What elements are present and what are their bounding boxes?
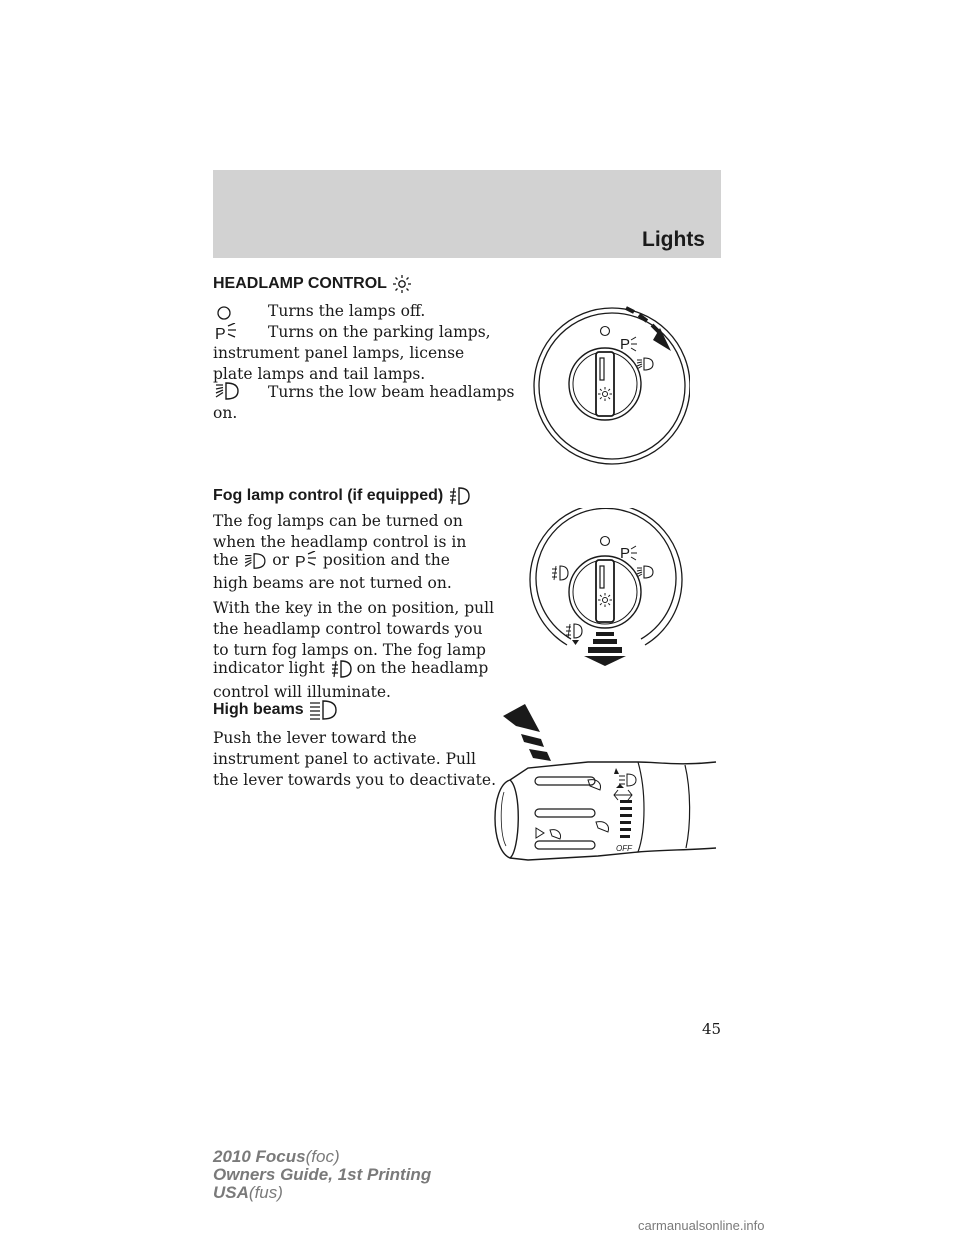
high-beams-heading [213, 700, 338, 720]
headlamp-sun-icon [391, 274, 413, 294]
footer-model-code: (foc) [305, 1147, 340, 1166]
fog-text-line8-a: indicator light [213, 659, 325, 677]
fog-text-line2: when the headlamp control is in [213, 533, 467, 551]
fog-lamp-icon [448, 486, 470, 506]
watermark-text: carmanualsonline.info [638, 1218, 765, 1233]
low-beam-description-line1: Turns the low beam headlamps [268, 383, 515, 401]
multifunction-lever-figure [488, 700, 720, 870]
headlamp-control-heading-text: HEADLAMP CONTROL [213, 275, 387, 293]
fog-text-line3-b: or [272, 551, 290, 569]
low-beam-icon [214, 381, 240, 401]
off-description: Turns the lamps off. [268, 302, 426, 320]
fog-text-line8 [213, 658, 488, 679]
footer-line2 [213, 1166, 431, 1184]
fog-lamp-heading [213, 486, 470, 506]
headlamp-control-heading [213, 274, 413, 294]
parking-lamp-inline-letter: P [294, 554, 306, 571]
fog-text-line9: control will illuminate. [213, 683, 391, 701]
headlamp-switch-figure [530, 300, 690, 470]
off-circle-icon [216, 305, 232, 321]
low-beam-description-line2: on. [213, 404, 238, 422]
section-header-band [213, 170, 721, 258]
low-beam-inline-icon [243, 552, 267, 570]
high-beams-text-line3: the lever towards you to deactivate. [213, 771, 497, 789]
parking-description-line3: plate lamps and tail lamps. [213, 365, 426, 383]
high-beam-icon [308, 700, 338, 720]
figure3-off-label: OFF [616, 844, 632, 853]
fog-text-line6: the headlamp control towards you [213, 620, 483, 638]
high-beams-heading-text: High beams [213, 701, 304, 719]
section-title: Lights [642, 228, 705, 251]
footer-guide: Owners Guide, 1st Printing [213, 1165, 432, 1184]
footer-model: 2010 Focus [213, 1147, 306, 1166]
fog-indicator-inline-icon [330, 659, 352, 679]
fog-text-line3 [213, 550, 450, 571]
high-beams-text-line1: Push the lever toward the [213, 729, 417, 747]
parking-lamp-icon-letter: P [215, 326, 226, 343]
footer [213, 1148, 431, 1202]
fog-lamp-heading-text: Fog lamp control (if equipped) [213, 487, 444, 505]
parking-description-line2: instrument panel lamps, license [213, 344, 465, 362]
footer-line1 [213, 1148, 431, 1166]
footer-region: USA [213, 1183, 249, 1202]
footer-line3 [213, 1184, 431, 1202]
parking-lamp-inline-icon [294, 551, 318, 571]
page-number: 45 [702, 1020, 722, 1038]
fog-text-line5: With the key in the on position, pull [213, 599, 495, 617]
parking-description-line1: Turns on the parking lamps, [268, 323, 491, 341]
figure1-parking-label: P [620, 336, 631, 353]
figure2-parking-label: P [620, 545, 631, 562]
fog-text-line8-b: on the headlamp [356, 659, 489, 677]
parking-lamp-icon [214, 323, 238, 343]
fog-text-line3-a: the [213, 551, 239, 569]
fog-text-line7: to turn fog lamps on. The fog lamp [213, 641, 486, 659]
high-beams-text-line2: instrument panel to activate. Pull [213, 750, 476, 768]
fog-lamp-switch-figure [528, 508, 688, 668]
fog-text-line4: high beams are not turned on. [213, 574, 452, 592]
fog-text-line3-c: position and the [322, 551, 450, 569]
footer-region-code: (fus) [248, 1183, 283, 1202]
fog-text-line1: The fog lamps can be turned on [213, 512, 463, 530]
